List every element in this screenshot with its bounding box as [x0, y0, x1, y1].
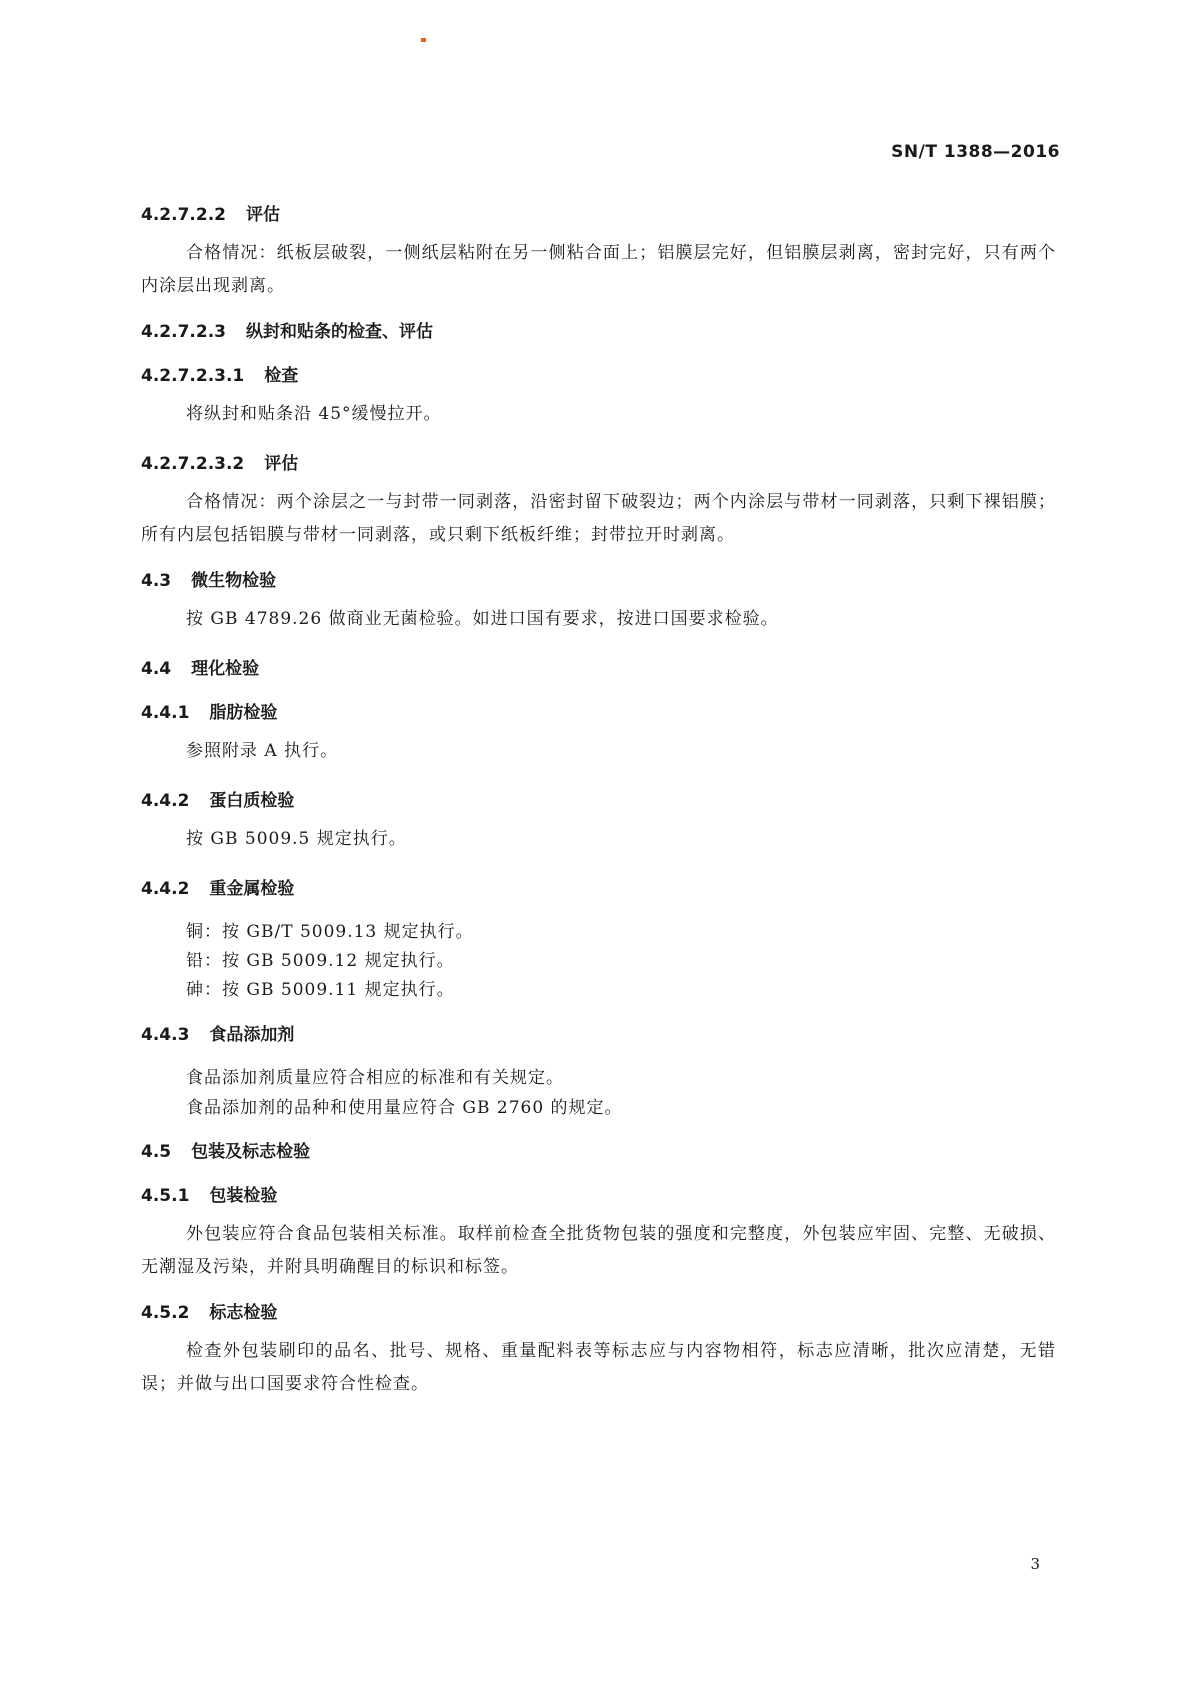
section-title: 蛋白质检验 [209, 791, 295, 811]
text-line: 食品添加剂质量应符合相应的标准和有关规定。 [186, 1068, 564, 1088]
section-number: 4.5 [141, 1142, 172, 1162]
section-title: 检查 [264, 366, 299, 386]
paragraph: 外包装应符合食品包装相关标准。取样前检查全批货物包装的强度和完整度，外包装应牢固、完整、无破损、无潮湿及污染，并附具明确醒目的标识和标签。 [141, 1224, 1056, 1277]
section-title: 脂肪检验 [209, 703, 278, 723]
standard-code: SN/T 1388—2016 [891, 142, 1060, 162]
text-line: 铅：按 GB 5009.12 规定执行。 [186, 951, 455, 971]
section-title: 重金属检验 [209, 879, 295, 899]
section-heading [141, 1020, 294, 1045]
text-line: 铜：按 GB/T 5009.13 规定执行。 [186, 922, 474, 942]
section-heading [141, 566, 276, 591]
section-heading [141, 449, 298, 474]
section-number: 4.2.7.2.3 [141, 322, 226, 342]
section-number: 4.4.3 [141, 1025, 190, 1045]
paragraph: 检查外包装刷印的品名、批号、规格、重量配料表等标志应与内容物相符，标志应清晰，批次应清楚，无错误；并做与出口国要求符合性检查。 [141, 1341, 1056, 1394]
section-heading [141, 654, 259, 679]
section-heading [141, 1181, 277, 1206]
section-heading [141, 698, 277, 723]
section-number: 4.5.1 [141, 1186, 190, 1206]
section-heading [141, 200, 280, 225]
paragraph: 按 GB 5009.5 规定执行。 [186, 829, 407, 849]
section-heading [141, 361, 298, 386]
section-number: 4.4.2 [141, 791, 190, 811]
section-title: 微生物检验 [191, 571, 277, 591]
section-number: 4.2.7.2.3.1 [141, 366, 245, 386]
page-number: 3 [1030, 1555, 1040, 1573]
section-number: 4.5.2 [141, 1303, 190, 1323]
section-heading [141, 317, 433, 342]
paragraph: 参照附录 A 执行。 [186, 741, 339, 761]
section-title: 纵封和贴条的检查、评估 [245, 322, 433, 342]
section-number: 4.4 [141, 659, 172, 679]
section-number: 4.4.2 [141, 879, 190, 899]
section-title: 标志检验 [209, 1303, 278, 1323]
section-number: 4.2.7.2.3.2 [141, 454, 245, 474]
section-heading [141, 1298, 277, 1323]
marker-dot [421, 38, 426, 42]
paragraph: 按 GB 4789.26 做商业无菌检验。如进口国有要求，按进口国要求检验。 [186, 609, 779, 629]
text-line: 砷：按 GB 5009.11 规定执行。 [186, 980, 455, 1000]
section-title: 评估 [245, 205, 280, 225]
paragraph: 合格情况：两个涂层之一与封带一同剥落，沿密封留下破裂边；两个内涂层与带材一同剥落，只剩下裸铝膜；所有内层包括铝膜与带材一同剥落，或只剩下纸板纤维；封带拉开时剥离。 [141, 492, 1056, 545]
section-heading [141, 786, 294, 811]
section-title: 包装检验 [209, 1186, 278, 1206]
section-title: 食品添加剂 [209, 1025, 295, 1045]
section-title: 包装及标志检验 [191, 1142, 311, 1162]
section-number: 4.4.1 [141, 703, 190, 723]
section-number: 4.3 [141, 571, 172, 591]
paragraph: 合格情况：纸板层破裂，一侧纸层粘附在另一侧粘合面上；铝膜层完好，但铝膜层剥离，密封完好，只有两个内涂层出现剥离。 [141, 243, 1056, 296]
section-title: 评估 [264, 454, 299, 474]
section-number: 4.2.7.2.2 [141, 205, 226, 225]
section-heading [141, 1137, 310, 1162]
text-line: 食品添加剂的品种和使用量应符合 GB 2760 的规定。 [186, 1098, 623, 1118]
section-title: 理化检验 [191, 659, 260, 679]
paragraph: 将纵封和贴条沿 45°缓慢拉开。 [186, 404, 442, 424]
section-heading [141, 874, 294, 899]
